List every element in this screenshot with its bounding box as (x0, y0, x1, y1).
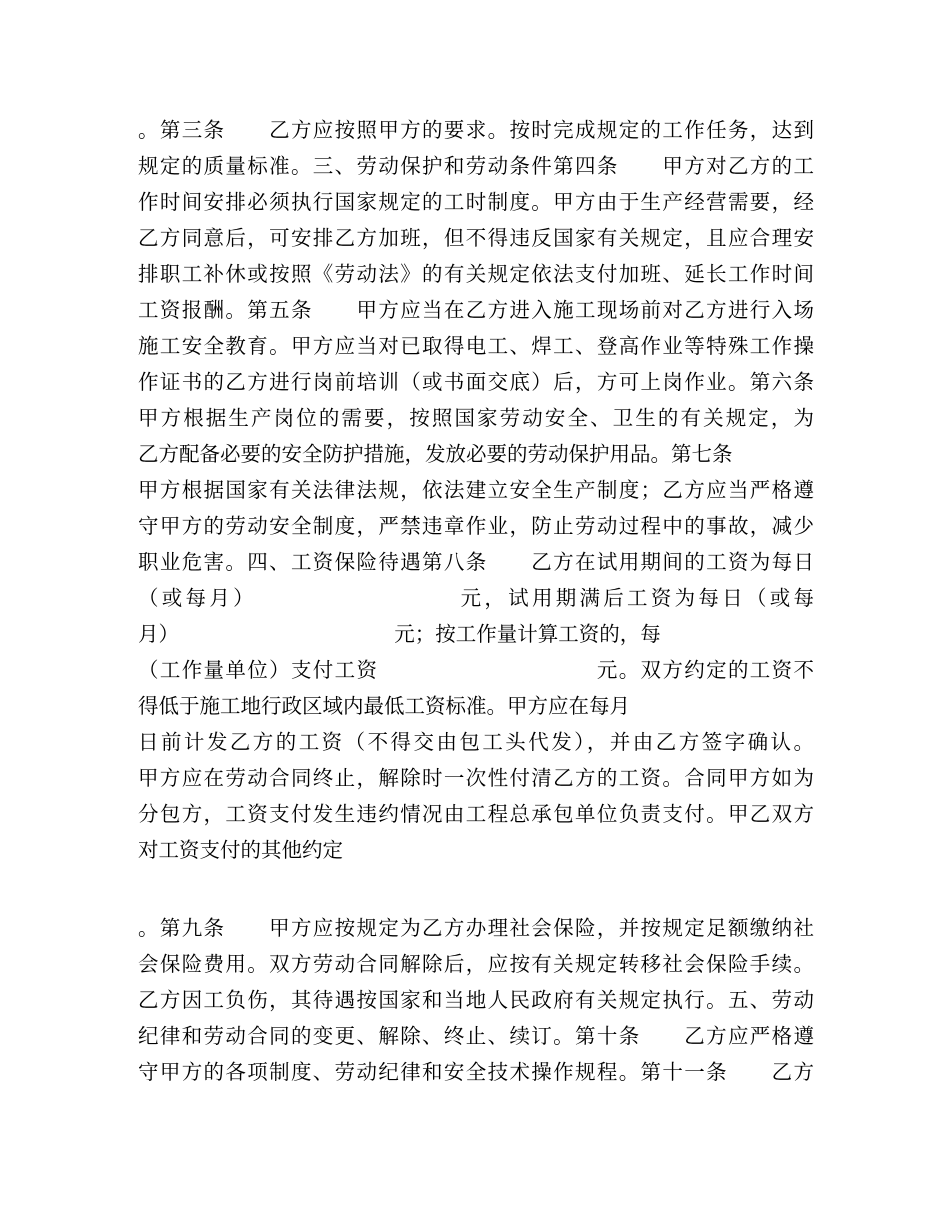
text-line: 。第九条 甲方应按规定为乙方办理社会保险，并按规定足额缴纳社 (138, 916, 814, 940)
text-line: 甲方根据国家有关法律法规，依法建立安全生产制度；乙方应当严格遵 (138, 478, 814, 502)
text-line: 纪律和劳动合同的变更、解除、终止、续订。第十条 乙方应严格遵 (138, 1024, 814, 1048)
text-line: 职业危害。四、工资保险待遇第八条 乙方在试用期间的工资为每日 (138, 550, 814, 574)
text-line: 分包方，工资支付发生违约情况由工程总承包单位负责支付。甲乙双方 (138, 802, 814, 826)
text-line: 得低于施工地行政区域内最低工资标准。甲方应在每月 (138, 694, 630, 718)
text-line: 排职工补休或按照《劳动法》的有关规定依法支付加班、延长工作时间 (138, 262, 814, 286)
text-line: 甲方根据生产岗位的需要，按照国家劳动安全、卫生的有关规定，为 (138, 406, 814, 430)
text-line: 乙方因工负伤，其待遇按国家和当地人民政府有关规定执行。五、劳动 (138, 988, 814, 1012)
text-line: 对工资支付的其他约定 (138, 838, 343, 862)
text-line: （工作量单位）支付工资 元。双方约定的工资不 (138, 658, 814, 682)
text-line: 甲方应在劳动合同终止，解除时一次性付清乙方的工资。合同甲方如为 (138, 766, 814, 790)
text-line: 。第三条 乙方应按照甲方的要求。按时完成规定的工作任务，达到 (138, 118, 814, 142)
text-line: 守甲方的劳动安全制度，严禁违章作业，防止劳动过程中的事故，减少 (138, 514, 814, 538)
text-line: 守甲方的各项制度、劳动纪律和安全技术操作规程。第十一条 乙方 (138, 1060, 814, 1084)
text-line: 乙方同意后，可安排乙方加班，但不得违反国家有关规定，且应合理安 (138, 226, 814, 250)
text-line: 作证书的乙方进行岗前培训（或书面交底）后，方可上岗作业。第六条 (138, 370, 814, 394)
text-line: 日前计发乙方的工资（不得交由包工头代发），并由乙方签字确认。 (138, 730, 814, 754)
text-line: 月） 元；按工作量计算工资的，每 (138, 622, 661, 646)
text-line: 工资报酬。第五条 甲方应当在乙方进入施工现场前对乙方进行入场 (138, 298, 814, 322)
text-line: （或每月） 元，试用期满后工资为每日（或每 (138, 586, 814, 610)
text-line: 施工安全教育。甲方应当对已取得电工、焊工、登高作业等特殊工作操 (138, 334, 814, 358)
text-line: 作时间安排必须执行国家规定的工时制度。甲方由于生产经营需要，经 (138, 190, 814, 214)
text-line: 乙方配备必要的安全防护措施，发放必要的劳动保护用品。第七条 (138, 442, 733, 466)
text-line: 规定的质量标准。三、劳动保护和劳动条件第四条 甲方对乙方的工 (138, 154, 814, 178)
text-line: 会保险费用。双方劳动合同解除后，应按有关规定转移社会保险手续。 (138, 952, 814, 976)
